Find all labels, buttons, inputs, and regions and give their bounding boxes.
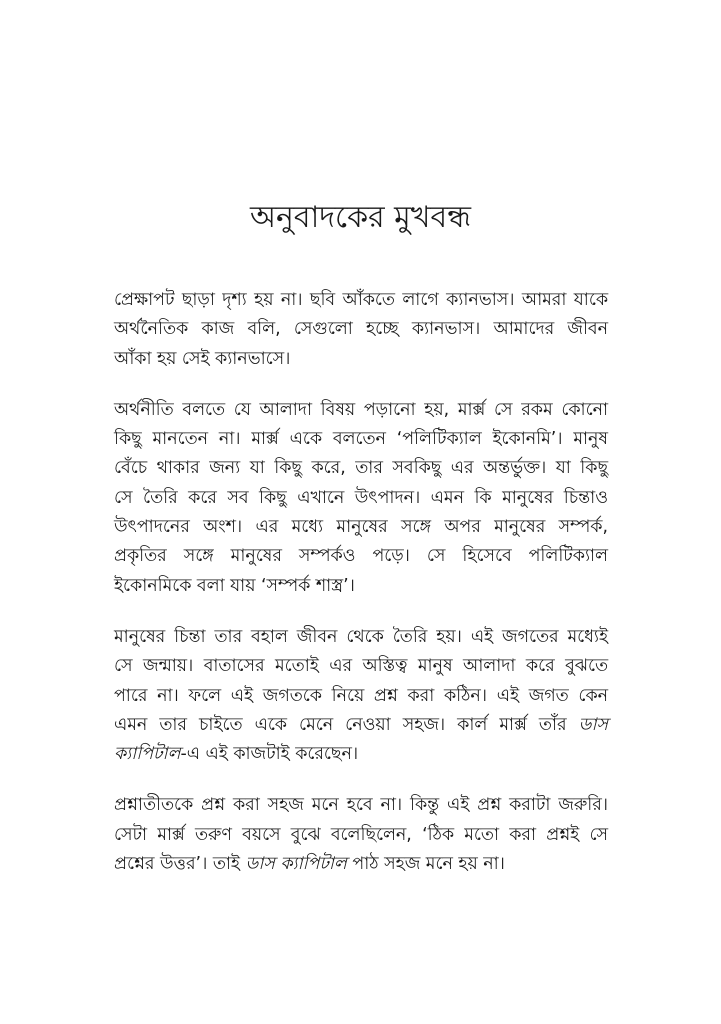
- paragraph-3: [114, 623, 608, 769]
- paragraph-2: [114, 396, 608, 601]
- text-line: পারে না। ফলে এই জগতকে নিয়ে প্রশ্ন করা কঠিন। এই জগত কেন: [114, 685, 608, 706]
- text-line: অর্থনীতি বলতে যে আলাদা বিষয় পড়ানো হয়, মার্ক্স সে রকম কোনো: [114, 399, 608, 420]
- text-segment: পাঠ সহজ মনে হয় না।: [352, 854, 505, 875]
- text-segment: প্রশ্নের উত্তর’। তাই: [114, 854, 240, 875]
- text-line: প্রশ্নাতীতকে প্রশ্ন করা সহজ মনে হবে না। কিন্তু এই প্রশ্ন করাটা জরুরি।: [114, 795, 608, 816]
- text-line: সে জন্মায়। বাতাসের মতোই এর অস্তিত্ব মানুষ আলাদা করে বুঝতে: [114, 656, 608, 677]
- page-title: অনুবাদকের মুখবন্ধ: [250, 200, 471, 235]
- text-line: সে তৈরি করে সব কিছু এখানে উৎপাদন। এমন কি মানুষের চিন্তাও: [114, 487, 608, 508]
- text-line: প্রেক্ষাপট ছাড়া দৃশ্য হয় না। ছবি আঁকতে লাগে ক্যানভাস। আমরা যাকে: [114, 290, 608, 310]
- text-line: সেটা মার্ক্স তরুণ বয়সে বুঝে বলেছিলেন, ‘ঠিক মতো করা প্রশ্নই সে: [114, 824, 609, 845]
- text-line: ইকোনমিকে বলা যায় ‘সম্পর্ক শাস্ত্র’।: [114, 575, 355, 596]
- text-line: প্রকৃতির সঙ্গে মানুষের সম্পর্কও পড়ে। সে হিসেবে পলিটিক্যাল: [114, 546, 608, 567]
- text-line: কিছু মানতেন না। মার্ক্স একে বলতেন ‘পলিটিক্যাল ইকোনমি’। মানুষ: [114, 429, 608, 450]
- text-line: আঁকা হয় সেই ক্যানভাসে।: [114, 348, 291, 369]
- text-segment: এমন তার চাইতে একে মেনে নেওয়া সহজ। কার্ল মার্ক্স তাঁর: [114, 714, 567, 735]
- text-segment: -এ এই কাজটাই করেছেন।: [180, 744, 359, 765]
- text-line: বেঁচে থাকার জন্য যা কিছু করে, তার সবকিছু এর অন্তর্ভুক্ত। যা কিছু: [114, 458, 608, 479]
- book-title-italic: ক্যাপিটাল: [114, 744, 181, 765]
- paragraph-4: [114, 791, 608, 879]
- paragraph-1: [114, 286, 608, 374]
- text-line: [114, 740, 608, 769]
- book-title-italic: ডাস ক্যাপিটাল: [245, 854, 347, 875]
- document-body: [114, 286, 608, 901]
- book-title-italic: ডাস: [578, 714, 608, 735]
- text-line: উৎপাদনের অংশ। এর মধ্যে মানুষের সঙ্গে অপর মানুষের সম্পর্ক,: [114, 517, 608, 538]
- text-line: মানুষের চিন্তা তার বহাল জীবন থেকে তৈরি হয়। এই জগতের মধ্যেই: [114, 626, 608, 647]
- text-line: [114, 850, 608, 879]
- text-line: [114, 711, 608, 740]
- text-line: অর্থনৈতিক কাজ বলি, সেগুলো হচ্ছে ক্যানভাস। আমাদের জীবন: [114, 319, 608, 340]
